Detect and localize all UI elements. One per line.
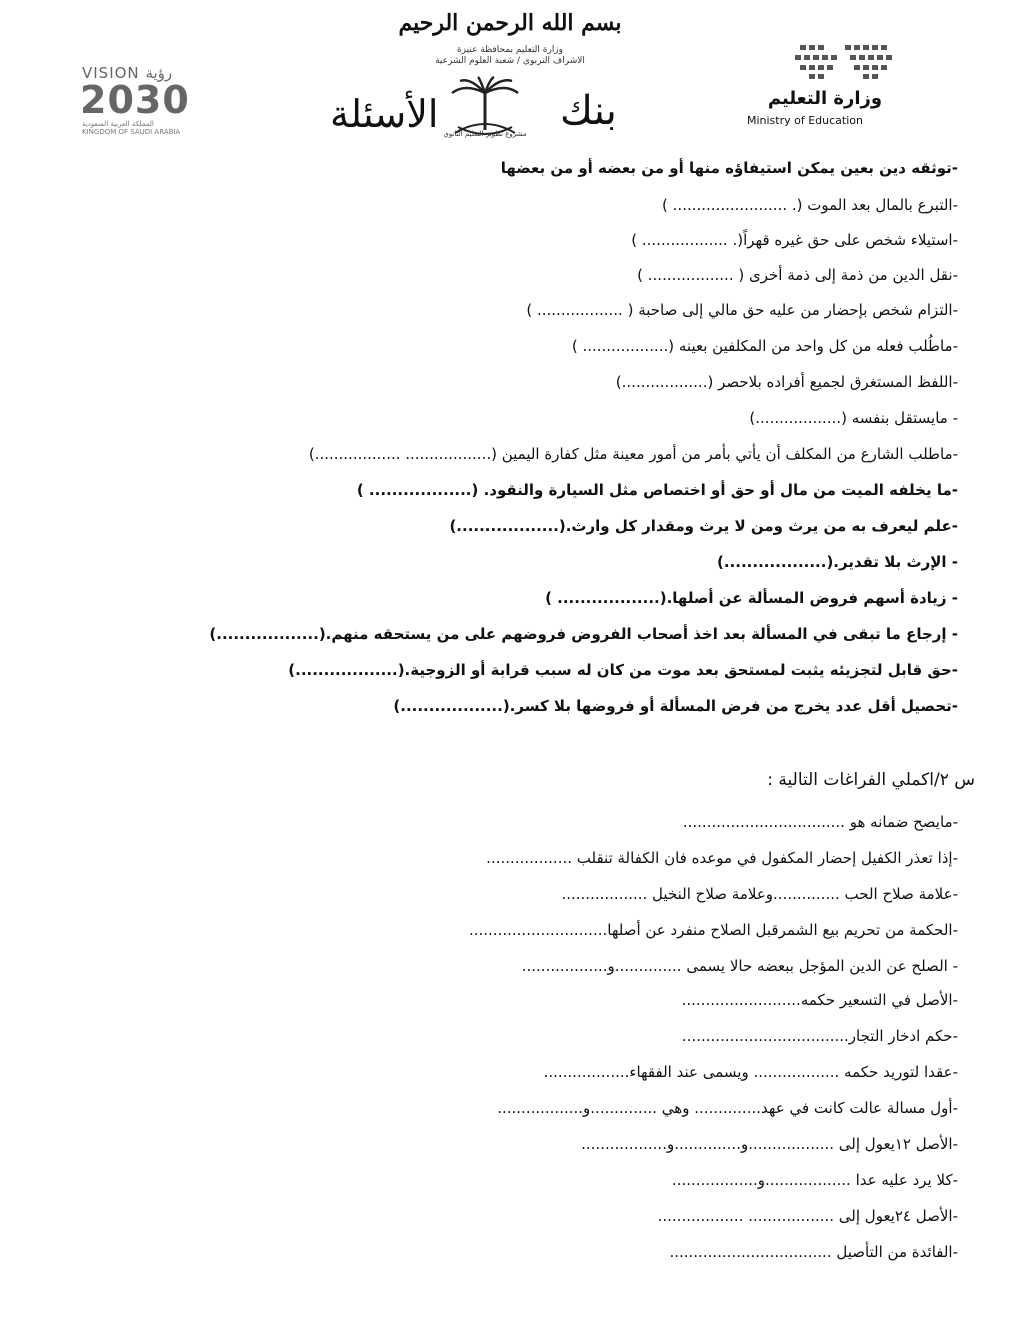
term-line: - زيادة أسهم فروض المسألة عن أصلها.(.................. ) [545, 589, 958, 607]
term-line: -نقل الدين من ذمة إلى ذمة أخرى ( .................. ) [637, 266, 958, 284]
ministry-name-ar: وزارة التعليم [767, 88, 883, 109]
vision-kingdom-ar: المملكة العربية السعودية [82, 120, 154, 128]
vision-kingdom-en: KINGDOM OF SAUDI ARABIA [82, 128, 181, 136]
blank-line: -الأصل ٢٤يعول إلى .................. .................. [657, 1207, 958, 1225]
term-line: -التزام شخص بإحضار من عليه حق مالي إلى صاحبة ( .................. ) [526, 301, 958, 319]
blank-line: -مايصح ضمانه هو .................................. [682, 813, 958, 831]
ministry-line: وزارة التعليم بمحافظة عنيزة [456, 45, 564, 55]
vision-subtitle [82, 120, 232, 136]
questions-title: الأسئلة [330, 92, 439, 136]
blank-line: -الفائدة من التأصيل .................................. [669, 1243, 958, 1261]
term-line: - مايستقل بنفسه (..................) [749, 409, 958, 427]
blank-line: -الأصل ١٢يعول إلى ..................و..............و.................. [581, 1135, 958, 1153]
term-line: -علم ليعرف به من يرث ومن لا يرث ومقدار كل وارث.(..................) [449, 517, 958, 535]
bank-title: بنك [560, 88, 617, 134]
term-line: -ما يخلفه الميت من مال أو حق أو اختصاص مثل السيارة والنقود. (.................. ) [356, 481, 958, 499]
basmala: بسم الله الرحمن الرحيم [398, 10, 622, 36]
term-line: -ماطلب الشارع من المكلف أن يأتي بأمر من أمور معينة مثل كفارة اليمين (.................. ..................) [308, 445, 958, 463]
term-line: - إرجاع ما تبقى في المسألة بعد اخذ أصحاب الفروض فروضهم على من يستحقه منهم.(..................) [209, 625, 958, 643]
blank-line: -الحكمة من تحريم بيع الشمرقبل الصلاح منفرد عن أصلها............................. [468, 921, 958, 939]
blank-line: -علامة صلاح الحب ..............وعلامة صلاح النخيل .................. [561, 885, 958, 903]
blank-line: -عقدا لتوريد حكمه .................. ويسمى عند الفقهاء.................. [543, 1063, 958, 1081]
blank-line: - الصلح عن الدين المؤجل ببعضه حالا يسمى ..............و.................. [521, 957, 958, 975]
ministry-name-en: Ministry of Education [746, 114, 863, 127]
vision-year: 2030 [80, 78, 190, 122]
blank-line: -حكم ادخار التجار................................... [681, 1027, 958, 1045]
term-line: -اللفظ المستغرق لجميع أفراده بلاحصر (..................) [615, 373, 958, 391]
term-line: -توثقه دين بعين يمكن استيفاؤه منها أو من بعضه أو من بعضها [500, 159, 958, 177]
blank-line: -كلا يرد عليه عدا ..................و.................. [671, 1171, 958, 1189]
supervision-line: الاشراف التربوي / شعبة العلوم الشرعية [435, 56, 585, 66]
blank-line: -الأصل في التسعير حكمه......................... [681, 991, 958, 1009]
term-line: -تحصيل أقل عدد يخرج من فرض المسألة أو فروضها بلا كسر.(..................) [393, 697, 958, 715]
term-line: -استيلاء شخص على حق غيره قهراً(. .................. ) [631, 231, 958, 249]
term-line: -حق قابل لتجزيئه يثبت لمستحق بعد موت من كان له سبب قرابة أو الزوجية.(..................) [288, 661, 958, 679]
term-line: -ماطُلب فعله من كل واحد من المكلفين بعينه (.................. ) [571, 337, 958, 355]
term-line: - الإرث بلا تقدير.(..................) [717, 553, 958, 571]
ministry-logo-icon [795, 42, 895, 80]
blank-line: -إذا تعذر الكفيل إحضار المكفول في موعده فان الكفالة تنقلب .................. [486, 849, 958, 867]
term-line: -التبرع بالمال بعد الموت (. ........................ ) [662, 196, 958, 214]
header-subtitle [380, 45, 640, 67]
vision-word-ar: رؤية [145, 64, 173, 82]
project-caption: مشروع تطوير التعليم الثانوي [443, 130, 527, 138]
section-2-title: س ٢/اكملي الفراغات التالية : [767, 770, 975, 790]
blank-line: -أول مسالة عالت كانت في عهد.............. وهي ..............و.................. [497, 1099, 958, 1117]
vision-word: VISION [82, 64, 140, 82]
